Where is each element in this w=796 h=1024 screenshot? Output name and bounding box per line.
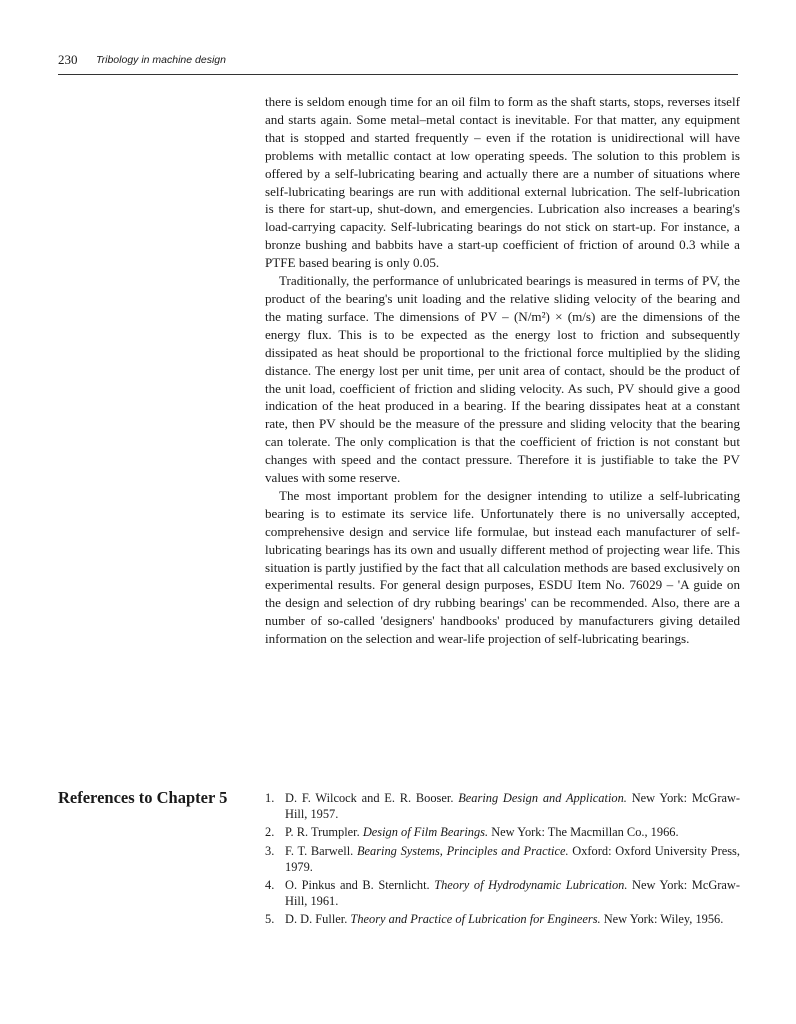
reference-title: Design of Film Bearings. <box>362 825 489 840</box>
references-heading: References to Chapter 5 <box>58 788 228 807</box>
reference-title: Theory and Practice of Lubrication for Engineers. <box>350 912 601 927</box>
page-header <box>58 52 738 75</box>
reference-number: 2. <box>265 825 275 840</box>
reference-number: 5. <box>265 912 275 927</box>
page-number: 230 <box>58 52 78 67</box>
paragraph: Traditionally, the performance of unlubricated bearings is measured in terms of PV, the product of the bearing's unit loading and the relative sliding velocity of the bearing and the mating surface. The dimensions of PV – (N/m²) × (m/s) are the dimensions of the energy flux. This is to be expected as the energy lost to friction and subsequently dissipated as heat should be proportional to the frictional force multiplied by the sliding distance. The energy lost per unit time, per unit area of contact, should be the product of the unit load, coefficient of friction and sliding velocity. As such, PV should give a good indication of the heat produced in a bearing. If the bearing dissipates heat at a constant rate, then PV should be the measure of the pressure and sliding velocity that the bearing can tolerate. The only complication is that the coefficient of friction is not constant but changes with speed and the contact pressure. Therefore it is justifiable to take the PV values with some reserve. <box>265 273 740 486</box>
reference-item <box>265 790 740 822</box>
reference-publisher: New York: McGraw-Hill, 1961. <box>285 878 740 909</box>
reference-title: Bearing Design and Application. <box>458 791 627 805</box>
reference-item <box>265 911 740 927</box>
reference-title: Bearing Systems, Principles and Practice. <box>356 843 569 858</box>
paragraph: there is seldom enough time for an oil film to form as the shaft starts, stops, reverses itself and starts again. Some metal–metal contact is inevitable. For that matter, any equipment that is stopped and started frequently – even if the rotation is unidirectional will have problems with metallic contact at low operating speeds. The solution to this problem is offered by a self-lubricating bearing and actually there are a number of situations where self-lubricating bearings are run with additional external lubrication. The self-lubrication is there for start-up, shut-down, and emergencies. Lubrication also increases a bearing's load-carrying capacity. Self-lubricating bearings do not stick on start-up. For instance, a bronze bushing and babbits have a start-up coefficient of friction of around 0.3 while a PTFE based bearing is only 0.05. <box>265 94 740 271</box>
reference-publisher: New York: The Macmillan Co., 1966. <box>491 825 679 840</box>
reference-item <box>265 824 740 840</box>
reference-authors: P. R. Trumpler. <box>285 825 360 840</box>
reference-publisher: New York: Wiley, 1956. <box>603 912 724 927</box>
reference-number: 4. <box>265 878 275 893</box>
reference-item <box>265 877 740 909</box>
reference-publisher: Oxford: Oxford University Press, 1979. <box>285 843 740 874</box>
running-title: Tribology in machine design <box>96 54 226 66</box>
body-text <box>265 93 740 648</box>
reference-authors: D. F. Wilcock and E. R. Booser. <box>285 791 454 805</box>
reference-authors: O. Pinkus and B. Sternlicht. <box>285 878 430 893</box>
reference-authors: D. D. Fuller. <box>285 912 348 927</box>
paragraph: The most important problem for the designer intending to utilize a self-lubricating bearing is to estimate its service life. Unfortunately there is no universally accepted, comprehensive design and service life formulae, but instead each manufacturer of self-lubricating bearings has its own and usually different method of projecting wear life. This situation is partly justified by the fact that all calculation methods are based exclusively on experimental results. For general design purposes, ESDU Item No. 76029 – 'A guide on the design and selection of dry rubbing bearings' can be recommended. Also, there are a number of so-called 'designers' handbooks' produced by manufacturers giving detailed information on the selection and wear-life projection of self-lubricating bearings. <box>265 487 740 647</box>
reference-publisher: New York: McGraw-Hill, 1957. <box>285 791 741 822</box>
reference-authors: F. T. Barwell. <box>285 843 354 858</box>
reference-number: 3. <box>265 843 275 858</box>
reference-list <box>265 790 740 930</box>
reference-number: 1. <box>265 791 275 805</box>
reference-title: Theory of Hydrodynamic Lubrication. <box>434 878 628 893</box>
reference-item <box>265 843 740 875</box>
